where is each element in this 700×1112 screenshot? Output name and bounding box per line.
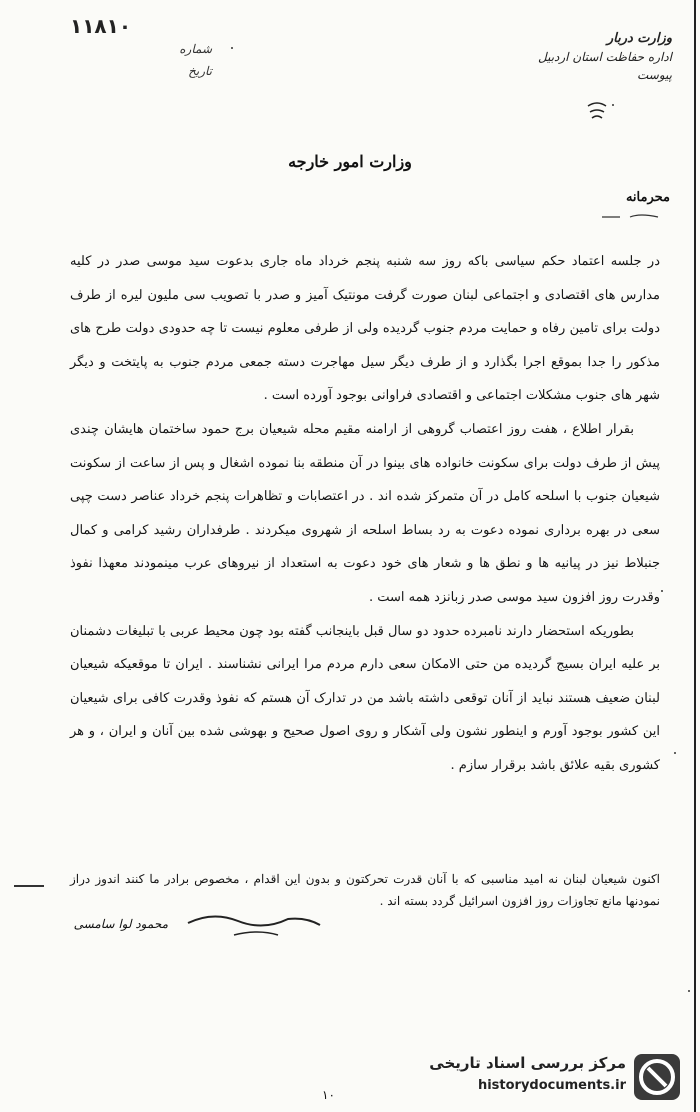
meta-labels bbox=[176, 38, 212, 82]
ministry-title: وزارت امور خارجه bbox=[288, 152, 412, 171]
classification-label: محرمانه bbox=[625, 190, 670, 205]
scan-speck bbox=[661, 590, 663, 592]
underline-scribble-icon bbox=[600, 212, 660, 222]
archive-logo-icon bbox=[634, 1054, 680, 1100]
margin-mark-icon bbox=[14, 884, 44, 888]
watermark-url: historydocuments.ir bbox=[477, 1078, 626, 1093]
organization-letterhead bbox=[472, 30, 672, 84]
document-number: ١١٨١٠ bbox=[70, 14, 132, 38]
date-label: تاریخ bbox=[188, 64, 212, 78]
body-paragraph: در جلسه اعتماد حکم سیاسی باکه روز سه شنبه پنجم خرداد ماه جاری بدعوت سید موسی صدر در کلیه مدارس های اقتصادی و اجتماعی لبنان صورت گرفت مونتیک آمیز و صدر با تصویب سی ملیون لیره از طرف دولت برای تامین رفاه و حمایت مردم جنوب گردیده ولی از طرفی معلوم نیست تا چه حدودی دولت طرح های مذکور را جدا بموقع اجرا بگذارد و از طرف دیگر سیل مهاجرت دسته جمعی مردم جنوب به پایتخت و دیگر شهر های جنوب مشکلات اجتماعی و اقتصادی فراوانی بوجود آورده است . bbox=[70, 254, 660, 404]
scan-speck bbox=[674, 752, 676, 754]
archive-watermark bbox=[386, 1048, 686, 1108]
closing-paragraph: اکنون شیعیان لبنان نه امید مناسبی که با آنان قدرت تحرکتون و بدون این اقدام ، مخصوص برادر ما کنند اندوز دراز نمودنها مانع تجاوزات روز افزون اسرائیل گردد بسته اند . bbox=[70, 872, 660, 908]
scan-speck bbox=[688, 990, 690, 992]
scan-speck bbox=[612, 104, 614, 106]
scan-speck bbox=[231, 47, 233, 49]
signatory-name: محمود لوا سامسی bbox=[73, 917, 168, 931]
scan-edge bbox=[694, 0, 696, 1112]
org-line: پیوست bbox=[637, 68, 672, 82]
letter-body bbox=[70, 245, 660, 783]
org-line: وزارت دربار bbox=[606, 31, 672, 46]
body-paragraph: بطوریکه استحضار دارند نامبرده حدود دو سال قبل باینجانب گفته بود چون محیط عربی با تبلیغات دشمنان بر علیه ایران بسیج گردیده من حتی الامکان سعی دارم مردم مرا ایرانی نشناسند . ایران تا موقعیکه شیعیان لبنان ضعیف هستند نباید از آنان توقعی داشته باشد من در تدارک آن هستم که نفوذ وقدرت کافی برای شیعیان این کشور بوجود آورم و اینطور نشون ولی آشکار و روی اصول صحیح و بهوشی شده بین آنان و ایران ، و هر کشوری بقیه علائق باشد برقرار سازم . bbox=[70, 623, 660, 773]
page-number: ١٠ bbox=[322, 1088, 335, 1102]
number-label: شماره bbox=[179, 42, 212, 56]
body-paragraph: بقرار اطلاع ، هفت روز اعتصاب گروهی از ارامنه مقیم محله شیعیان برج حمود ساختمان هایشان چندی پیش از طرف دولت برای سکونت خانواده های بینوا در آن منطقه بنا نموده اشغال و پس از ساعت از سکونت شیعیان جنوب با اسلحه کامل در آن متمرکز شده اند . در اعتصابات و تظاهرات پنجم خرداد عناصر دست چپی سعی در بهره برداری نموده دعوت به رد بساط اسلحه از شهروی میکردند . طرفداران رشید کرامی و کمال جنبلاط نیز در پیانیه ها و نطق ها و شعار های خود دعوت به استعداد از نیروهای عرب مینمودند معهذا نفوذ وقدرت روز افزون سید موسی صدر زبانزد همه است . bbox=[70, 421, 660, 605]
watermark-title: مرکز بررسی اسناد تاریخی bbox=[429, 1054, 626, 1072]
flourish-mark-icon bbox=[586, 100, 608, 122]
org-line: اداره حفاظت استان اردبیل bbox=[537, 50, 672, 64]
